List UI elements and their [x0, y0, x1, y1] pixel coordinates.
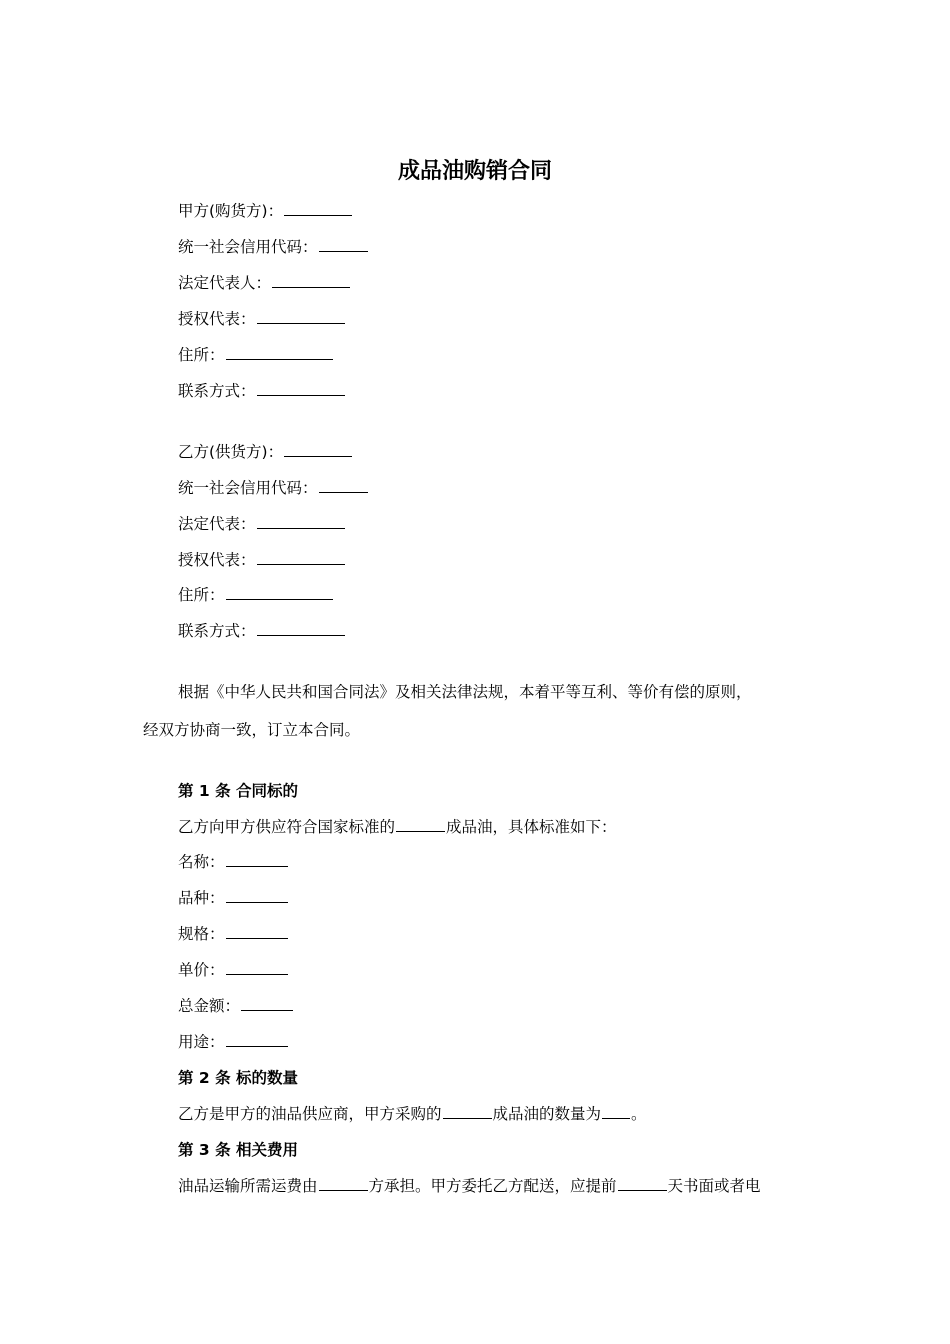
party-b-auth-rep-blank — [257, 550, 345, 565]
product-name-blank — [226, 852, 288, 867]
party-a-contact-blank — [257, 381, 345, 396]
party-b-auth-rep-line — [178, 550, 346, 570]
party-b-credit-code-label: 统一社会信用代码： — [178, 479, 318, 497]
party-a-credit-code-line — [178, 237, 369, 257]
party-b-heading-line — [178, 442, 353, 462]
party-b-address-label: 住所： — [178, 586, 225, 604]
party-b-address-blank — [226, 585, 333, 600]
party-a-legal-rep-label: 法定代表人： — [178, 274, 272, 292]
party-b-credit-code-blank — [319, 478, 368, 493]
party-a-legal-rep-line — [178, 273, 351, 293]
product-variety-line — [178, 888, 289, 908]
party-a-label: 甲方(购货方)： — [178, 202, 284, 220]
product-spec-label: 规格： — [178, 925, 225, 943]
document-title: 成品油购销合同 — [397, 159, 552, 184]
product-variety-label: 品种： — [178, 889, 225, 907]
party-b-legal-rep-label: 法定代表： — [178, 515, 256, 533]
usage-line — [178, 1032, 289, 1052]
article-2-text-before: 乙方是甲方的油品供应商，甲方采购的 — [178, 1105, 442, 1123]
party-a-blank — [284, 201, 352, 216]
party-a-auth-rep-line — [178, 309, 346, 329]
usage-label: 用途： — [178, 1033, 225, 1051]
oil-type-blank — [443, 1104, 492, 1119]
party-a-address-line — [178, 345, 334, 365]
article-1-heading: 第 1 条 合同标的 — [178, 782, 298, 800]
party-b-contact-label: 联系方式： — [178, 622, 256, 640]
party-b-label: 乙方(供货方)： — [178, 443, 284, 461]
party-b-address-line — [178, 585, 334, 605]
party-b-legal-rep-blank — [257, 514, 345, 529]
product-spec-blank — [226, 924, 288, 939]
usage-blank — [226, 1032, 288, 1047]
party-a-credit-code-label: 统一社会信用代码： — [178, 238, 318, 256]
party-b-blank — [284, 442, 352, 457]
article-3-text-part1: 油品运输所需运费由 — [178, 1177, 318, 1195]
article-2-text-end: 。 — [631, 1105, 647, 1123]
party-a-contact-label: 联系方式： — [178, 382, 256, 400]
preamble-line-1: 根据《中华人民共和国合同法》及相关法律法规，本着平等互利、等价有偿的原则， — [178, 683, 752, 701]
article-2-text-middle: 成品油的数量为 — [492, 1105, 602, 1123]
oil-grade-blank — [396, 817, 445, 832]
article-2-text — [178, 1104, 647, 1124]
product-variety-blank — [226, 888, 288, 903]
unit-price-blank — [226, 960, 288, 975]
unit-price-line — [178, 960, 289, 980]
advance-days-blank — [618, 1176, 667, 1191]
party-b-contact-line — [178, 621, 346, 641]
product-spec-line — [178, 924, 289, 944]
product-name-line — [178, 852, 289, 872]
article-1-intro-after: 成品油，具体标准如下： — [446, 818, 617, 836]
party-a-heading-line — [178, 201, 353, 221]
article-1-intro — [178, 817, 617, 837]
party-a-address-label: 住所： — [178, 346, 225, 364]
party-a-auth-rep-label: 授权代表： — [178, 310, 256, 328]
party-b-credit-code-line — [178, 478, 369, 498]
total-amount-label: 总金额： — [178, 997, 241, 1015]
party-b-contact-blank — [257, 621, 345, 636]
party-a-address-blank — [226, 345, 333, 360]
total-amount-line — [178, 996, 294, 1016]
party-b-legal-rep-line — [178, 514, 346, 534]
party-a-contact-line — [178, 381, 346, 401]
party-b-auth-rep-label: 授权代表： — [178, 551, 256, 569]
article-3-heading: 第 3 条 相关费用 — [178, 1141, 298, 1159]
article-3-text-part2: 方承担。甲方委托乙方配送，应提前 — [368, 1177, 617, 1195]
freight-party-blank — [319, 1176, 368, 1191]
product-name-label: 名称： — [178, 853, 225, 871]
preamble-line-2: 经双方协商一致，订立本合同。 — [143, 721, 361, 739]
unit-price-label: 单价： — [178, 961, 225, 979]
party-a-credit-code-blank — [319, 237, 368, 252]
article-3-text — [178, 1176, 761, 1196]
total-amount-blank — [241, 996, 293, 1011]
article-2-heading: 第 2 条 标的数量 — [178, 1069, 298, 1087]
article-1-intro-before: 乙方向甲方供应符合国家标准的 — [178, 818, 396, 836]
article-3-text-part3: 天书面或者电 — [667, 1177, 761, 1195]
quantity-blank — [602, 1104, 630, 1119]
party-a-auth-rep-blank — [257, 309, 345, 324]
party-a-legal-rep-blank — [272, 273, 350, 288]
